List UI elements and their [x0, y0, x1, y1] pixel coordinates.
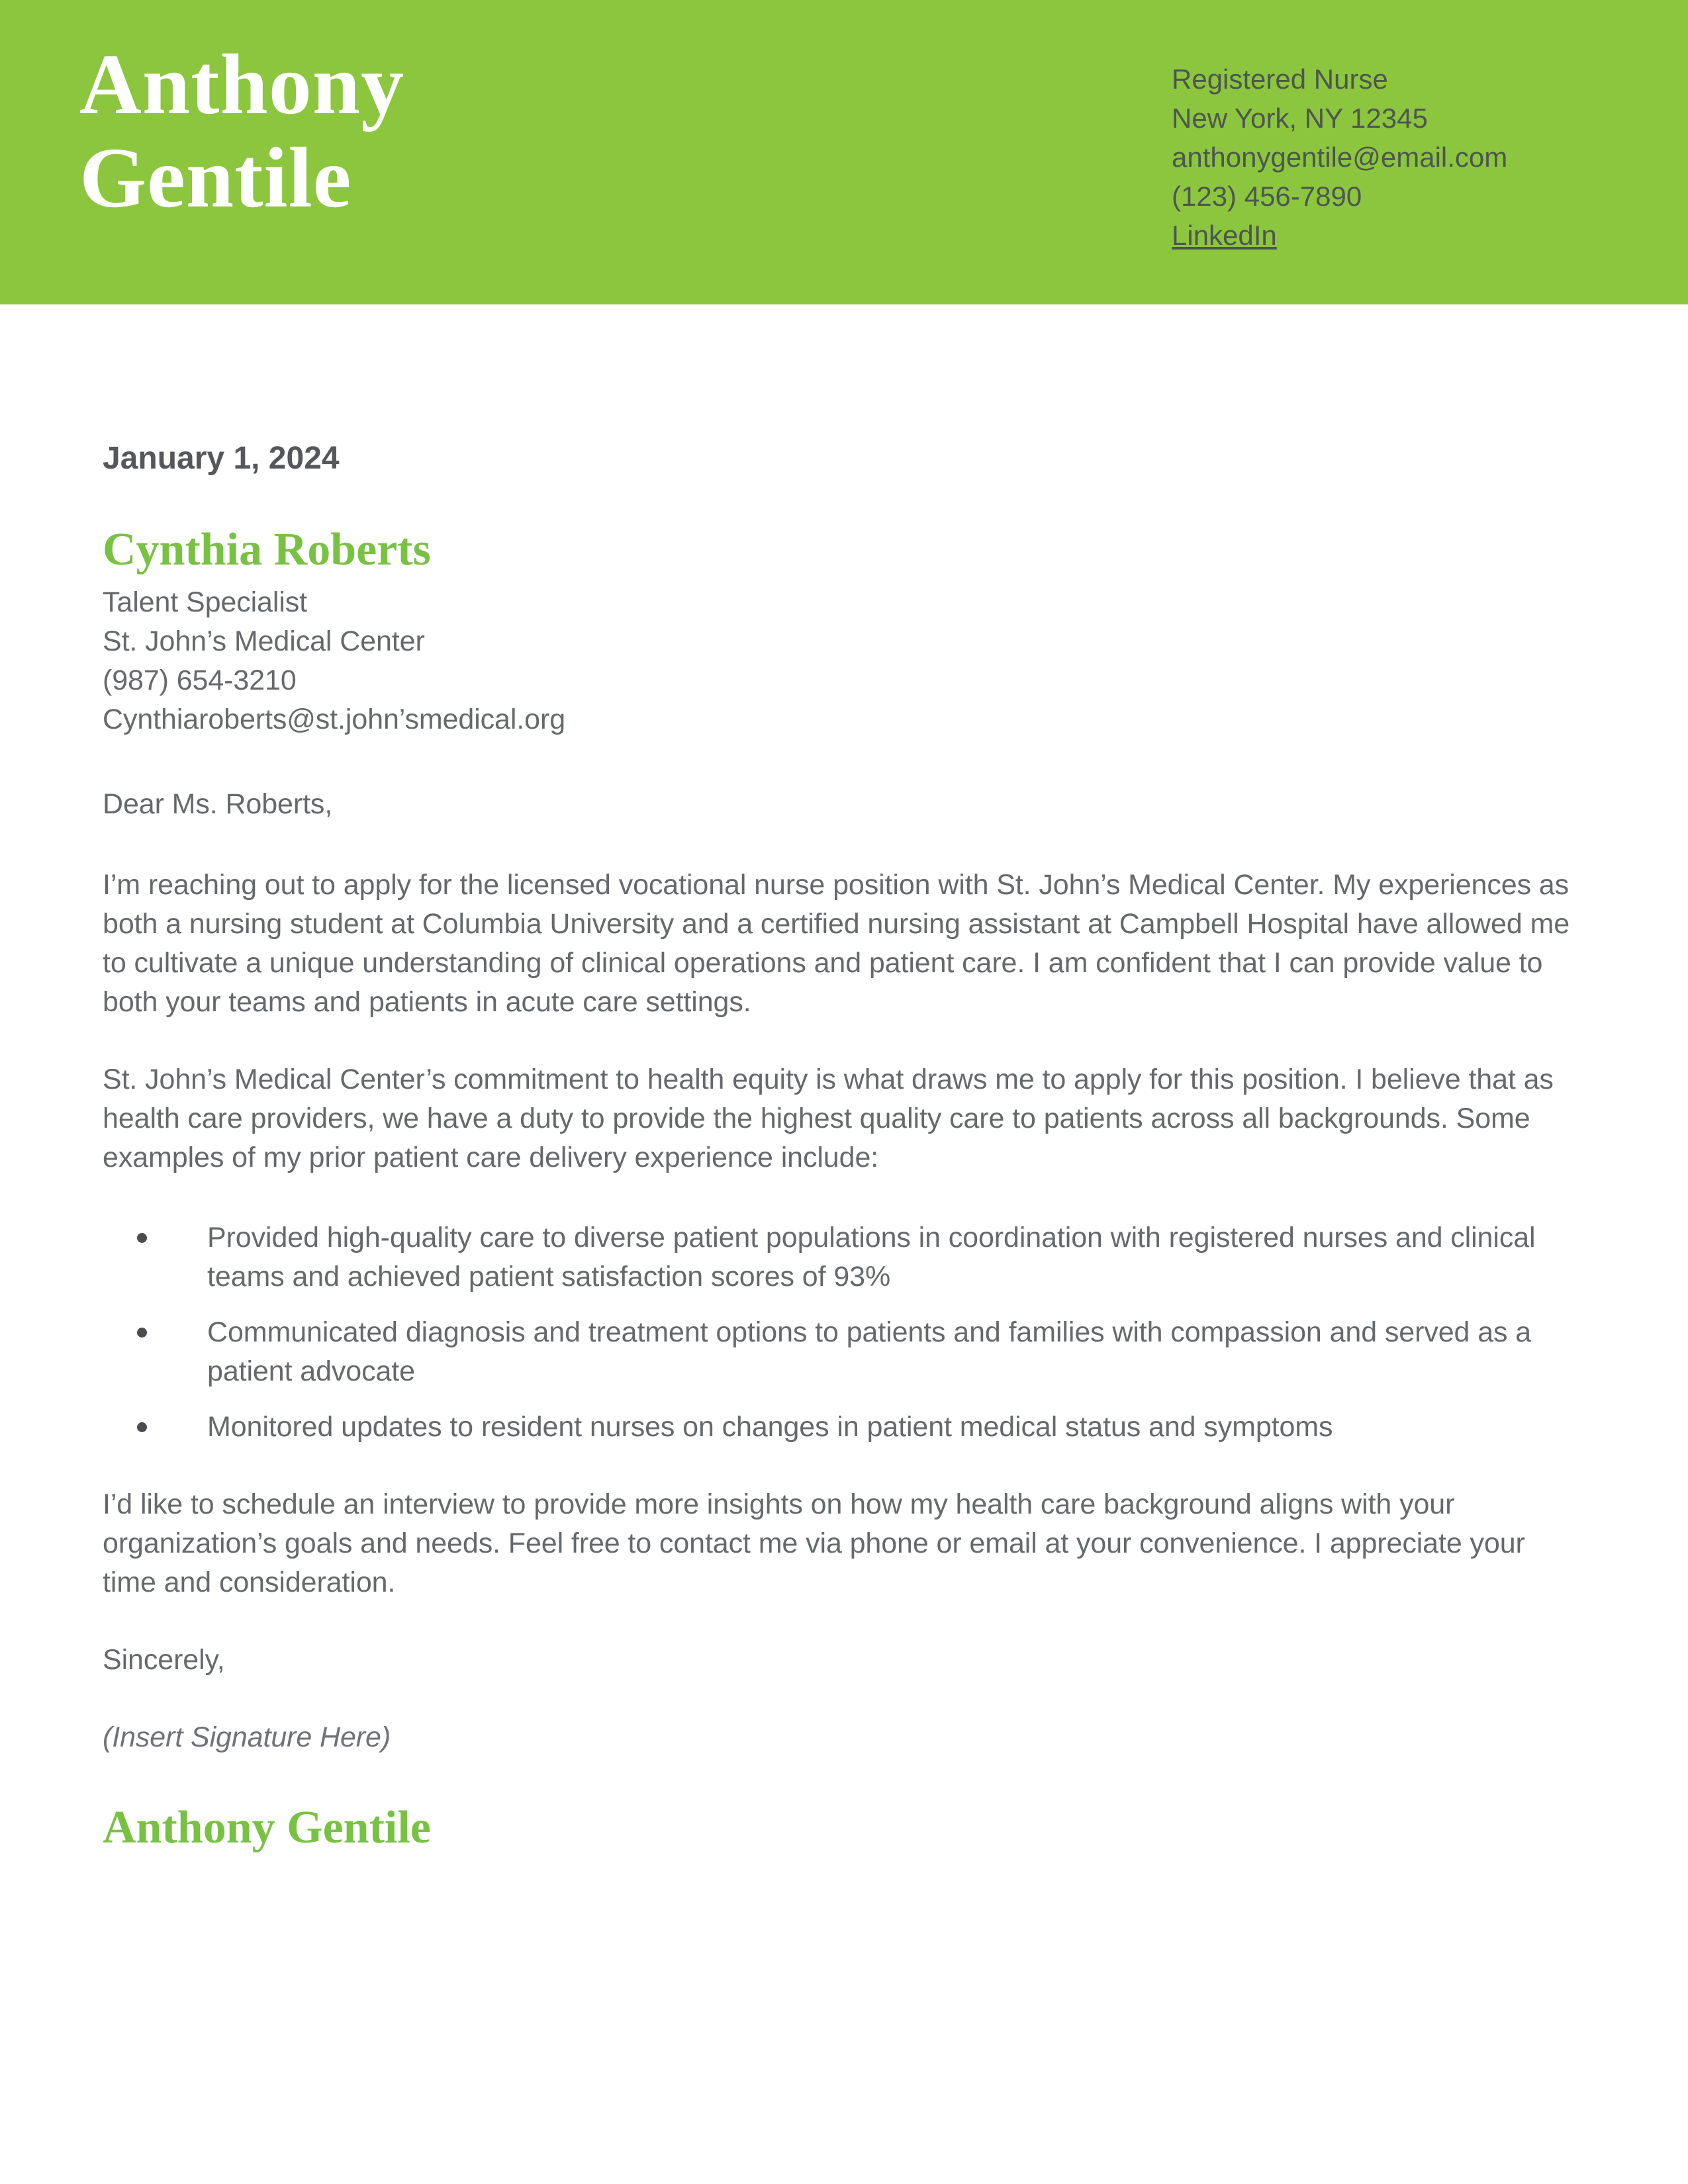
paragraph-intro: I’m reaching out to apply for the licensed vocational nurse position with St. John’s Medical Center. My experiences as both a nursing student at Columbia University and a certified nursing assistant at Campbell Hospital have allowed me to cultivate a unique understanding of clinical operations and patient care. I am confident that I can provide value to both your teams and patients in acute care settings. — [103, 869, 1570, 1018]
contact-email: anthonygentile@email.com — [1172, 142, 1508, 173]
bullet-item: Communicated diagnosis and treatment options to patients and families with compassion and served as a patient advocate — [103, 1313, 1585, 1391]
contact-job-title: Registered Nurse — [1172, 64, 1388, 95]
header-band — [0, 0, 1688, 304]
recipient-details — [103, 583, 1585, 739]
signoff: Sincerely, — [103, 1644, 225, 1676]
bullet-item: Provided high-quality care to diverse patient populations in coordination with registered nurses and clinical teams and achieved patient satisfaction scores of 93% — [103, 1218, 1585, 1297]
recipient-title: Talent Specialist — [103, 586, 308, 618]
applicant-name-line2: Gentile — [79, 130, 352, 226]
applicant-name — [79, 38, 404, 225]
paragraph-closing: I’d like to schedule an interview to provide more insights on how my health care background aligns with your organization’s goals and needs. Feel free to contact me via phone or email at your convenience. I appreciate your time and consideration. — [103, 1488, 1525, 1598]
linkedin-link[interactable]: LinkedIn — [1172, 220, 1277, 251]
recipient-email: Cynthiaroberts@st.john’smedical.org — [103, 704, 566, 735]
paragraph-motivation: St. John’s Medical Center’s commitment to health equity is what draws me to apply for this position. I believe that as health care providers, we have a duty to provide the highest quality care to patients across all backgrounds. Some examples of my prior patient care delivery experience include: — [103, 1064, 1554, 1173]
applicant-name-line1: Anthony — [79, 37, 405, 132]
recipient-name: Cynthia Roberts — [103, 524, 431, 575]
letter-body — [103, 439, 1585, 1853]
greeting: Dear Ms. Roberts, — [103, 788, 333, 820]
signature-placeholder: (Insert Signature Here) — [103, 1721, 391, 1753]
signature-name: Anthony Gentile — [103, 1802, 431, 1853]
recipient-phone: (987) 654-3210 — [103, 664, 297, 696]
header-contact-block — [1172, 60, 1507, 255]
experience-bullet-list — [103, 1218, 1585, 1447]
contact-location: New York, NY 12345 — [1172, 103, 1428, 134]
bullet-item: Monitored updates to resident nurses on changes in patient medical status and symptoms — [103, 1408, 1585, 1447]
recipient-company: St. John’s Medical Center — [103, 625, 425, 657]
letter-date: January 1, 2024 — [103, 441, 340, 476]
contact-phone: (123) 456-7890 — [1172, 181, 1362, 212]
